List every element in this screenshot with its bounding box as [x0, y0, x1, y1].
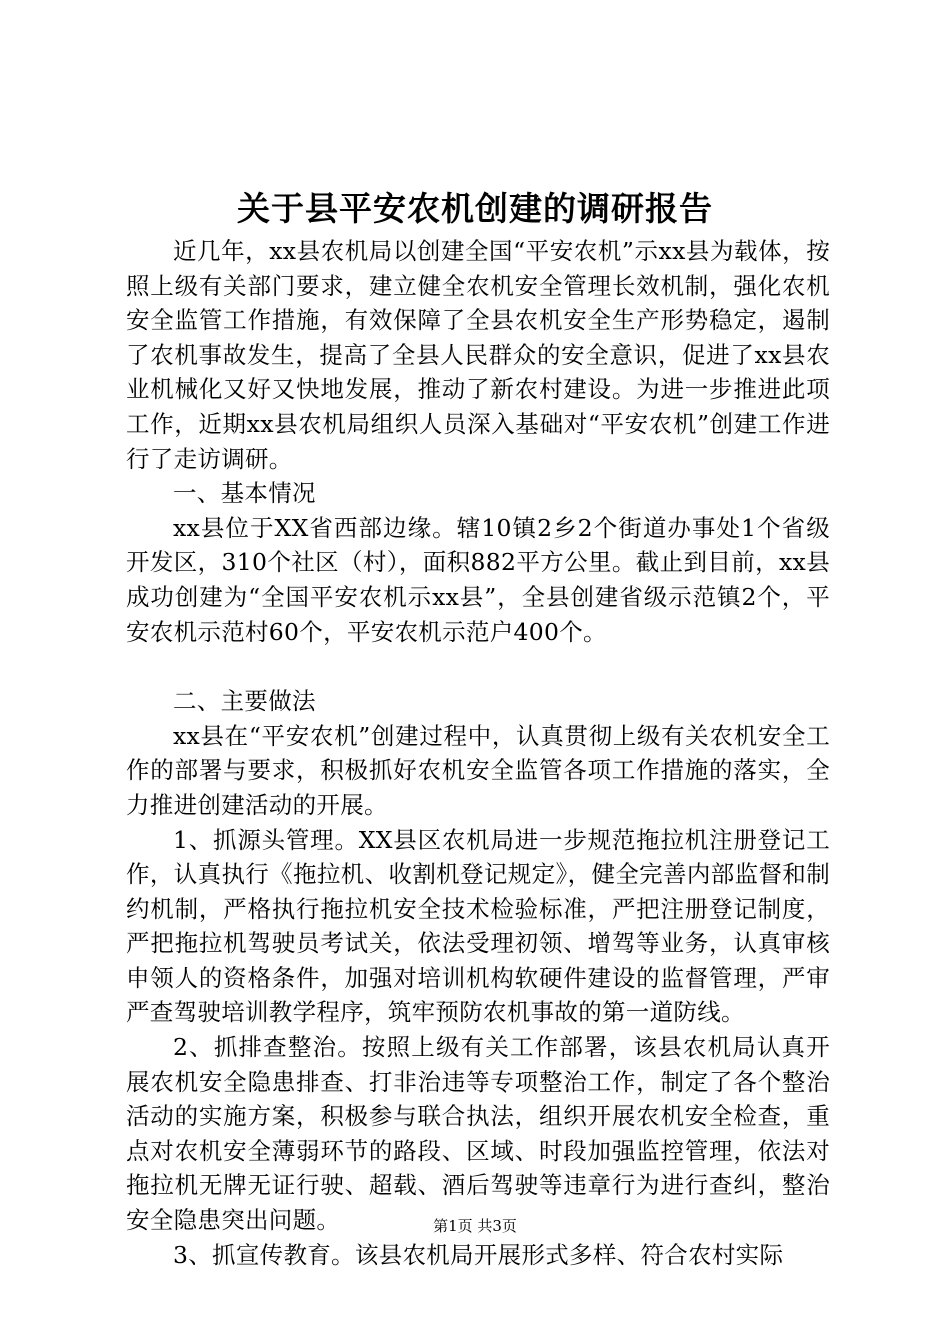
- paragraph-intro: 近几年，xx县农机局以创建全国“平安农机”示xx县为载体，按照上级有关部门要求，建立健全农机安全管理长效机制，强化农机安全监管工作措施，有效保障了全县农机安全生产形势稳定，遏制了农机事故发生，提高了全县人民群众的安全意识，促进了xx县农业机械化又好又快地发展，推动了新农村建设。为进一步推进此项工作，近期xx县农机局组织人员深入基础对“平安农机”创建工作进行了走访调研。: [126, 237, 830, 473]
- paragraph-basic-situation: xx县位于XX省西部边缘。辖10镇2乡2个街道办事处1个省级开发区，310个社区（村），面积882平方公里。截止到目前，xx县成功创建为“全国平安农机示xx县”，全县创建省级示范镇2个，平安农机示范村60个，平安农机示范户400个。: [126, 513, 830, 646]
- paragraph-publicity-education: 3、抓宣传教育。该县农机局开展形式多样、符合农村实际: [173, 1240, 784, 1269]
- paragraph-main-practices-intro: xx县在“平安农机”创建过程中，认真贯彻上级有关农机安全工作的部署与要求，积极抓好农机安全监管各项工作措施的落实，全力推进创建活动的开展。: [126, 721, 830, 819]
- page-number-footer: 第1页 共3页: [433, 1217, 517, 1235]
- paragraph-source-management: 1、抓源头管理。XX县区农机局进一步规范拖拉机注册登记工作，认真执行《拖拉机、收割机登记规定》，健全完善内部监督和制约机制，严格执行拖拉机安全技术检验标准，严把注册登记制度，严把拖拉机驾驶员考试关，依法受理初领、增驾等业务，认真审核申领人的资格条件，加强对培训机构软硬件建设的监督管理，严审严查驾驶培训教学程序，筑牢预防农机事故的第一道防线。: [126, 825, 830, 1027]
- section-heading-main-practices: 二、主要做法: [173, 687, 316, 716]
- document-body: [126, 234, 830, 1272]
- document-title: 关于县平安农机创建的调研报告: [237, 189, 713, 228]
- paragraph-inspection-rectification: 2、抓排查整治。按照上级有关工作部署，该县农机局认真开展农机安全隐患排查、打非治违等专项整治工作，制定了各个整治活动的实施方案，积极参与联合执法，组织开展农机安全检查，重点对农机安全薄弱环节的路段、区域、时段加强监控管理，依法对拖拉机无牌无证行驶、超载、酒后驾驶等违章行为进行查纠，整治安全隐患突出问题。: [126, 1033, 830, 1235]
- section-heading-basic-situation: 一、基本情况: [173, 479, 316, 508]
